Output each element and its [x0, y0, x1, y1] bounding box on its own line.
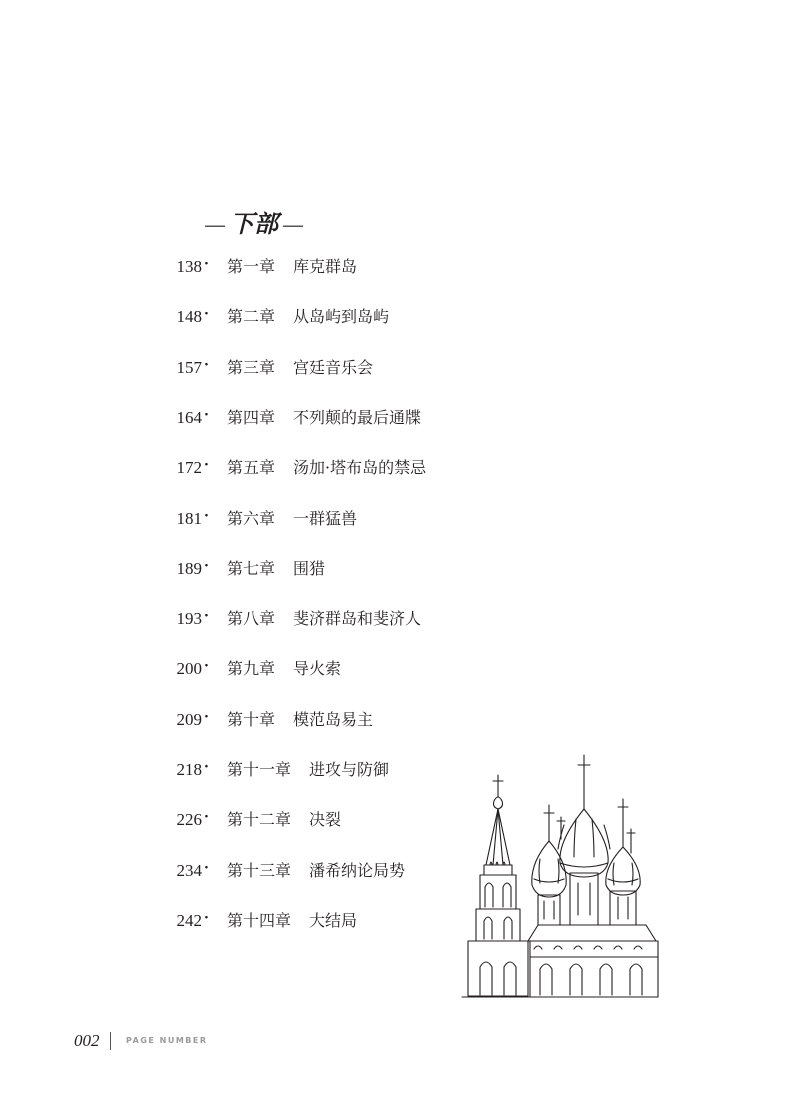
toc-chapter-label: 第八章: [227, 609, 276, 629]
toc-chapter-title: 斐济群岛和斐济人: [293, 609, 422, 629]
toc-bullet-icon: ·: [204, 256, 209, 272]
toc-chapter-title: 进攻与防御: [309, 760, 390, 779]
toc-bullet-icon: ·: [204, 859, 209, 876]
toc-bullet-icon: ·: [204, 306, 209, 323]
toc-chapter-label: 第十一章: [227, 760, 292, 779]
toc-bullet-icon: ·: [204, 457, 209, 474]
toc-row: [0, 302, 480, 332]
toc-chapter-title: 从岛屿到岛屿: [293, 307, 390, 327]
toc-bullet-icon: ·: [204, 809, 209, 826]
toc-page-number: 200: [176, 659, 202, 679]
toc-row: [0, 856, 480, 886]
toc-bullet-icon: ·: [204, 406, 209, 423]
toc-chapter-label: 第九章: [227, 659, 276, 679]
toc-chapter-title: 模范岛易主: [293, 709, 374, 729]
title-dash-right: —: [282, 213, 304, 238]
toc-page-number: 242: [176, 910, 202, 930]
toc-bullet-icon: ·: [204, 356, 209, 373]
toc-chapter-title: 不列颠的最后通牒: [293, 407, 422, 427]
toc-chapter-label: 第七章: [227, 558, 276, 578]
section-label: 下部: [230, 209, 278, 238]
toc-page-number: 138: [176, 257, 202, 276]
toc-bullet-icon: ·: [204, 507, 209, 524]
toc-chapter-title: 库克群岛: [293, 257, 358, 276]
toc-chapter-title: 潘希纳论局势: [309, 860, 406, 880]
toc-chapter-title: 围猎: [293, 558, 326, 578]
section-title: [204, 204, 404, 244]
toc-bullet-icon: ·: [204, 708, 209, 725]
toc-chapter-label: 第十四章: [227, 910, 292, 930]
toc-chapter-title: 汤加·塔布岛的禁忌: [293, 458, 427, 478]
toc-chapter-title: 一群猛兽: [293, 508, 358, 528]
toc-row: [0, 906, 480, 936]
toc-row: [0, 755, 480, 785]
toc-chapter-title: 宫廷音乐会: [293, 357, 374, 377]
toc-chapter-label: 第三章: [227, 357, 276, 377]
toc-row: [0, 353, 480, 383]
toc-chapter-label: 第十二章: [227, 810, 292, 830]
toc-page-number: 226: [176, 810, 202, 830]
toc-row: [0, 604, 480, 634]
page-footer: [74, 1026, 374, 1056]
toc-chapter-label: 第十章: [227, 709, 276, 729]
toc-row: [0, 504, 480, 534]
toc-row: [0, 805, 480, 835]
toc-chapter-label: 第一章: [227, 257, 276, 276]
toc-bullet-icon: ·: [204, 909, 209, 926]
toc-row: [0, 705, 480, 735]
toc-bullet-icon: ·: [204, 608, 209, 625]
toc-chapter-label: 第五章: [227, 458, 276, 478]
toc-row: [0, 252, 480, 282]
toc-page-number: 218: [176, 760, 202, 779]
toc-page-number: 189: [176, 558, 202, 578]
toc-bullet-icon: ·: [204, 759, 209, 775]
toc-page-number: 148: [176, 307, 202, 327]
toc-row: [0, 453, 480, 483]
toc-page-number: 164: [176, 407, 202, 427]
toc-row: [0, 654, 480, 684]
toc-chapter-title: 决裂: [309, 810, 342, 830]
footer-divider: [110, 1032, 111, 1050]
toc-chapter-label: 第六章: [227, 508, 276, 528]
toc-page-number: 157: [176, 357, 202, 377]
toc-page-number: 193: [176, 609, 202, 629]
toc-page-number: 234: [176, 860, 202, 880]
toc-chapter-title: 大结局: [309, 910, 358, 930]
title-dash-left: —: [204, 213, 226, 238]
toc-page-number: 181: [176, 508, 202, 528]
toc-chapter-title: 导火索: [293, 659, 342, 679]
toc-row: [0, 403, 480, 433]
toc-chapter-label: 第四章: [227, 407, 276, 427]
toc-chapter-label: 第十三章: [227, 860, 292, 880]
church-illustration-icon: [460, 745, 660, 1000]
toc-bullet-icon: ·: [204, 557, 209, 574]
toc-page-number: 172: [176, 458, 202, 478]
page-number-label: PAGE NUMBER: [126, 1036, 208, 1045]
toc-page-number: 209: [176, 709, 202, 729]
toc-chapter-label: 第二章: [227, 307, 276, 327]
toc-row: [0, 554, 480, 584]
page-number: 002: [74, 1031, 100, 1050]
toc-bullet-icon: ·: [204, 658, 209, 675]
